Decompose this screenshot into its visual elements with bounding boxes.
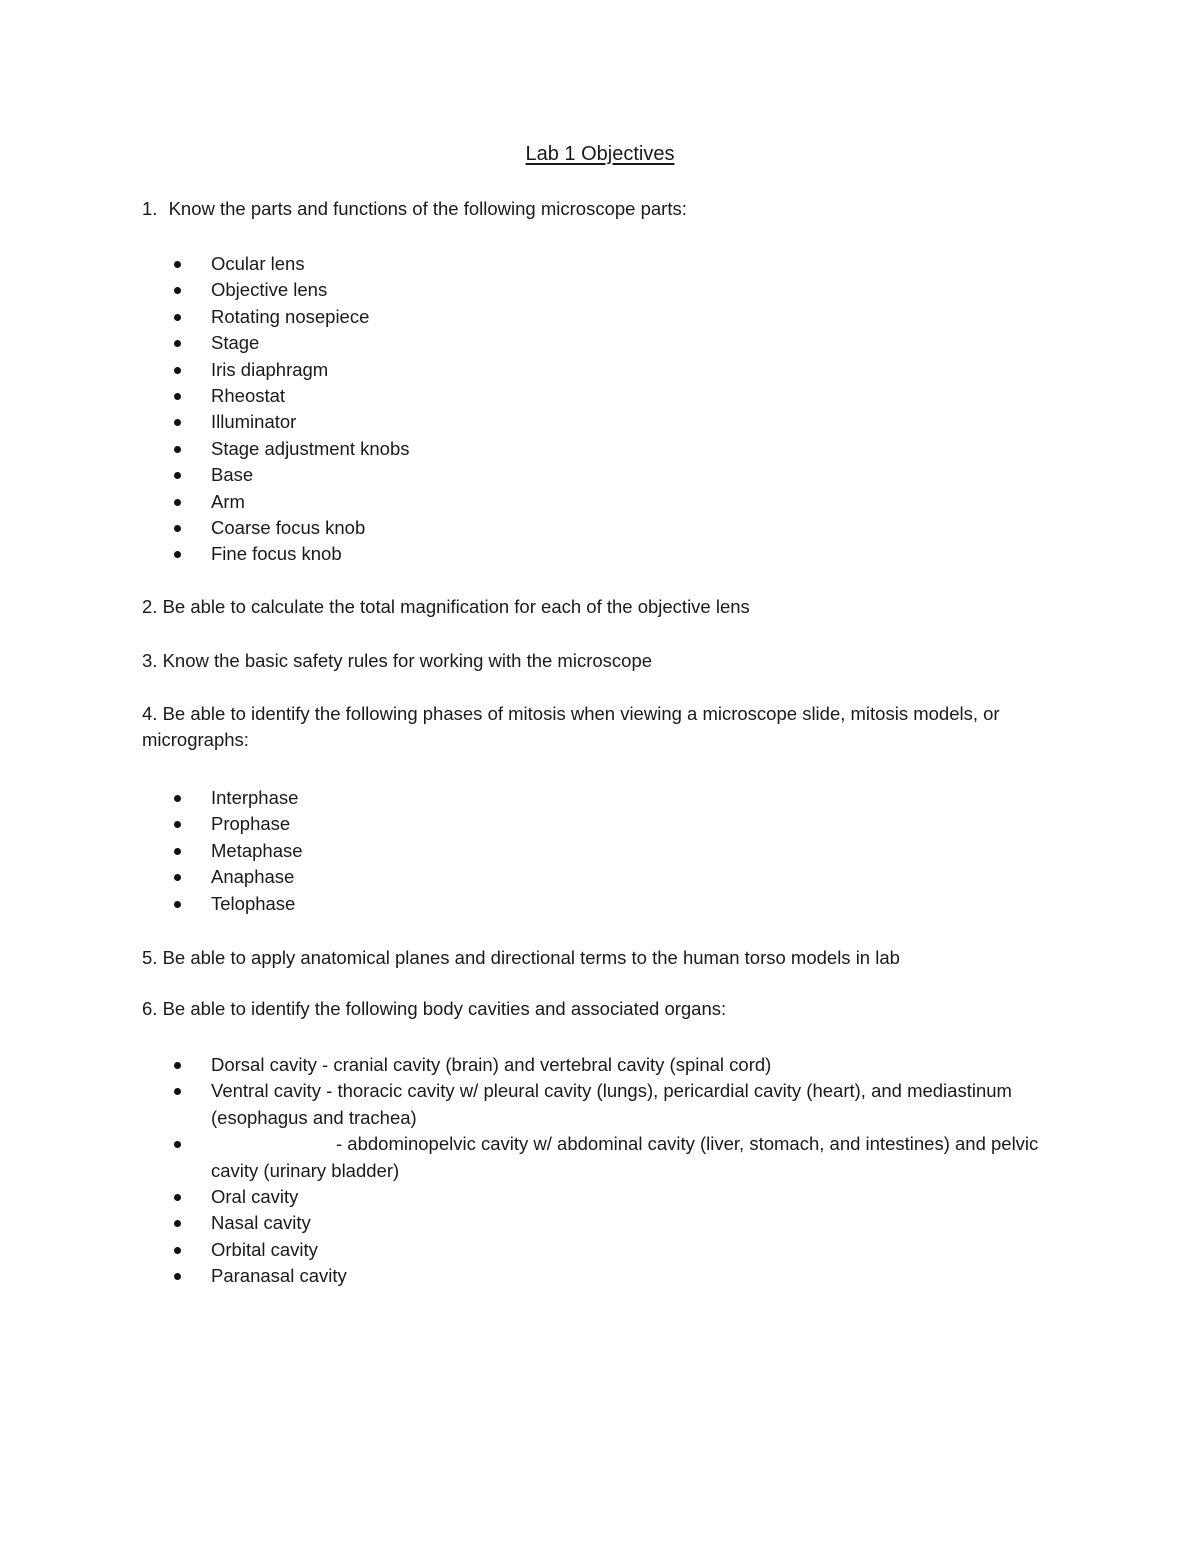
bullet-icon: [174, 1220, 181, 1227]
bullet-icon: [174, 1273, 181, 1280]
bullet-icon: [174, 1194, 181, 1201]
list-item: Dorsal cavity - cranial cavity (brain) and vertebral cavity (spinal cord): [0, 1052, 1061, 1078]
objective-2: [142, 594, 1062, 620]
bullet-icon: [174, 446, 181, 453]
bullet-icon: [174, 340, 181, 347]
bullet-icon: [174, 261, 181, 268]
list-item: Base: [0, 462, 1061, 488]
list-item: Coarse focus knob: [0, 515, 1061, 541]
list-item: Nasal cavity: [0, 1210, 1061, 1236]
objective-3: [142, 648, 1062, 674]
bullet-icon: [174, 848, 181, 855]
objective-number: 5.: [142, 947, 158, 968]
list-item: Prophase: [0, 811, 1061, 837]
list-item: Stage: [0, 330, 1061, 356]
list-item: - abdominopelvic cavity w/ abdominal cavity (liver, stomach, and intestines) and pelvic cavity (urinary bladder): [0, 1131, 1061, 1184]
bullet-icon: [174, 419, 181, 426]
bullet-icon: [174, 821, 181, 828]
objective-6: [142, 996, 1062, 1022]
bullet-icon: [174, 874, 181, 881]
page-title: Lab 1 Objectives: [525, 143, 675, 165]
bullet-icon: [174, 525, 181, 532]
bullet-icon: [174, 551, 181, 558]
list-item: Ventral cavity - thoracic cavity w/ pleural cavity (lungs), pericardial cavity (heart), and mediastinum (esophagus and trachea): [0, 1078, 1061, 1131]
bullet-icon: [174, 367, 181, 374]
bullet-icon: [174, 1247, 181, 1254]
objective-text: Be able to calculate the total magnification for each of the objective lens: [162, 596, 750, 617]
objective-5: [142, 945, 1062, 971]
list-item: Rotating nosepiece: [0, 304, 1061, 330]
list-item: Ocular lens: [0, 251, 1061, 277]
bullet-icon: [174, 472, 181, 479]
list-item: Illuminator: [0, 409, 1061, 435]
list-item: Oral cavity: [0, 1184, 1061, 1210]
list-item: Stage adjustment knobs: [0, 436, 1061, 462]
list-item: Fine focus knob: [0, 541, 1061, 567]
objective-text: Know the basic safety rules for working with the microscope: [162, 650, 653, 671]
objective-text: Know the parts and functions of the following microscope parts:: [168, 198, 687, 219]
body-cavities-list: [0, 1052, 1100, 1290]
list-item: Objective lens: [0, 277, 1061, 303]
bullet-icon: [174, 499, 181, 506]
list-item: Metaphase: [0, 838, 1061, 864]
bullet-icon: [174, 393, 181, 400]
objective-number: 4.: [142, 703, 158, 724]
objective-number: 6.: [142, 998, 158, 1019]
list-item: Interphase: [0, 785, 1061, 811]
objective-text: Be able to apply anatomical planes and directional terms to the human torso models in lab: [162, 947, 900, 968]
bullet-icon: [174, 795, 181, 802]
list-item: Paranasal cavity: [0, 1263, 1061, 1289]
list-item: Orbital cavity: [0, 1237, 1061, 1263]
list-item: Rheostat: [0, 383, 1061, 409]
bullet-icon: [174, 314, 181, 321]
bullet-icon: [174, 1088, 181, 1095]
objective-text: Be able to identify the following phases of mitosis when viewing a microscope slide, mitosis models, or micrographs:: [142, 703, 1000, 750]
objective-number: 2.: [142, 596, 158, 617]
microscope-parts-list: [0, 251, 1100, 568]
bullet-icon: [174, 1141, 181, 1148]
list-item: Anaphase: [0, 864, 1061, 890]
bullet-icon: [174, 901, 181, 908]
list-item: Telophase: [0, 891, 1061, 917]
objective-number: 3.: [142, 650, 158, 671]
bullet-icon: [174, 1062, 181, 1069]
objective-text: Be able to identify the following body cavities and associated organs:: [162, 998, 727, 1019]
objective-number: 1.: [142, 198, 158, 219]
mitosis-phases-list: [0, 785, 1100, 917]
bullet-icon: [174, 287, 181, 294]
objective-4: [142, 701, 1062, 753]
list-item: Iris diaphragm: [0, 357, 1061, 383]
list-item: Arm: [0, 489, 1061, 515]
objective-1: [142, 196, 1062, 222]
